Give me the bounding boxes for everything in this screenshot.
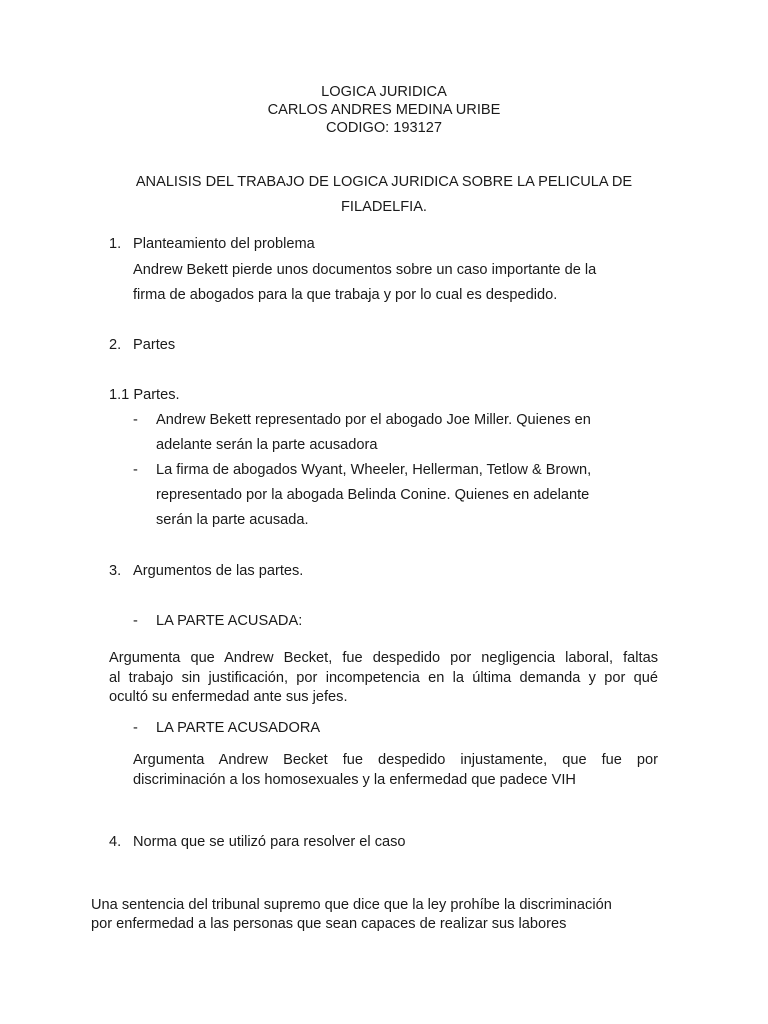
- section4-text-line1: Una sentencia del tribunal supremo que dice que la ley prohíbe la discriminación: [91, 897, 612, 913]
- student-name: CARLOS ANDRES MEDINA URIBE: [267, 102, 501, 118]
- section3-number: 3.: [109, 563, 122, 579]
- defendant-argument-line2: al trabajo sin justificación, por incompetencia en la última demanda y por qué: [109, 670, 658, 686]
- section1-text-line1: Andrew Bekett pierde unos documentos sobre un caso importante de la: [133, 262, 597, 278]
- bullet-dash: -: [133, 412, 138, 428]
- party1-line1: Andrew Bekett representado por el abogado Joe Miller. Quienes en: [156, 412, 591, 428]
- section1-text-line2: firma de abogados para la que trabaja y por lo cual es despedido.: [133, 287, 558, 303]
- section2-number: 2.: [109, 337, 122, 353]
- student-code: CODIGO: 193127: [326, 120, 442, 136]
- course-title: LOGICA JURIDICA: [321, 84, 447, 100]
- plaintiff-label: LA PARTE ACUSADORA: [156, 720, 321, 736]
- plaintiff-argument-line2: discriminación a los homosexuales y la enfermedad que padece VIH: [133, 772, 576, 788]
- bullet-dash: -: [133, 720, 138, 736]
- section4-text-line2: por enfermedad a las personas que sean capaces de realizar sus labores: [91, 916, 567, 932]
- bullet-dash: -: [133, 613, 138, 629]
- party2-line1: La firma de abogados Wyant, Wheeler, Hellerman, Tetlow & Brown,: [156, 462, 592, 478]
- section1-heading: Planteamiento del problema: [133, 236, 315, 252]
- defendant-argument-line3: ocultó su enfermedad ante sus jefes.: [109, 689, 348, 705]
- document-title-line2: FILADELFIA.: [341, 199, 427, 215]
- party2-line2: representado por la abogada Belinda Conine. Quienes en adelante: [156, 487, 590, 503]
- section3-heading: Argumentos de las partes.: [133, 563, 304, 579]
- plaintiff-argument-line1: Argumenta Andrew Becket fue despedido injustamente, que fue por: [133, 752, 658, 768]
- section4-number: 4.: [109, 834, 122, 850]
- bullet-dash: -: [133, 462, 138, 478]
- document-title-line1: ANALISIS DEL TRABAJO DE LOGICA JURIDICA SOBRE LA PELICULA DE: [135, 174, 633, 190]
- defendant-argument-line1: Argumenta que Andrew Becket, fue despedido por negligencia laboral, faltas: [109, 650, 658, 666]
- section2-heading: Partes: [133, 337, 176, 353]
- party2-line3: serán la parte acusada.: [156, 512, 309, 528]
- party1-line2: adelante serán la parte acusadora: [156, 437, 378, 453]
- section1-number: 1.: [109, 236, 122, 252]
- section2-1-heading: 1.1 Partes.: [109, 387, 180, 403]
- section4-heading: Norma que se utilizó para resolver el caso: [133, 834, 406, 850]
- defendant-label: LA PARTE ACUSADA:: [156, 613, 303, 629]
